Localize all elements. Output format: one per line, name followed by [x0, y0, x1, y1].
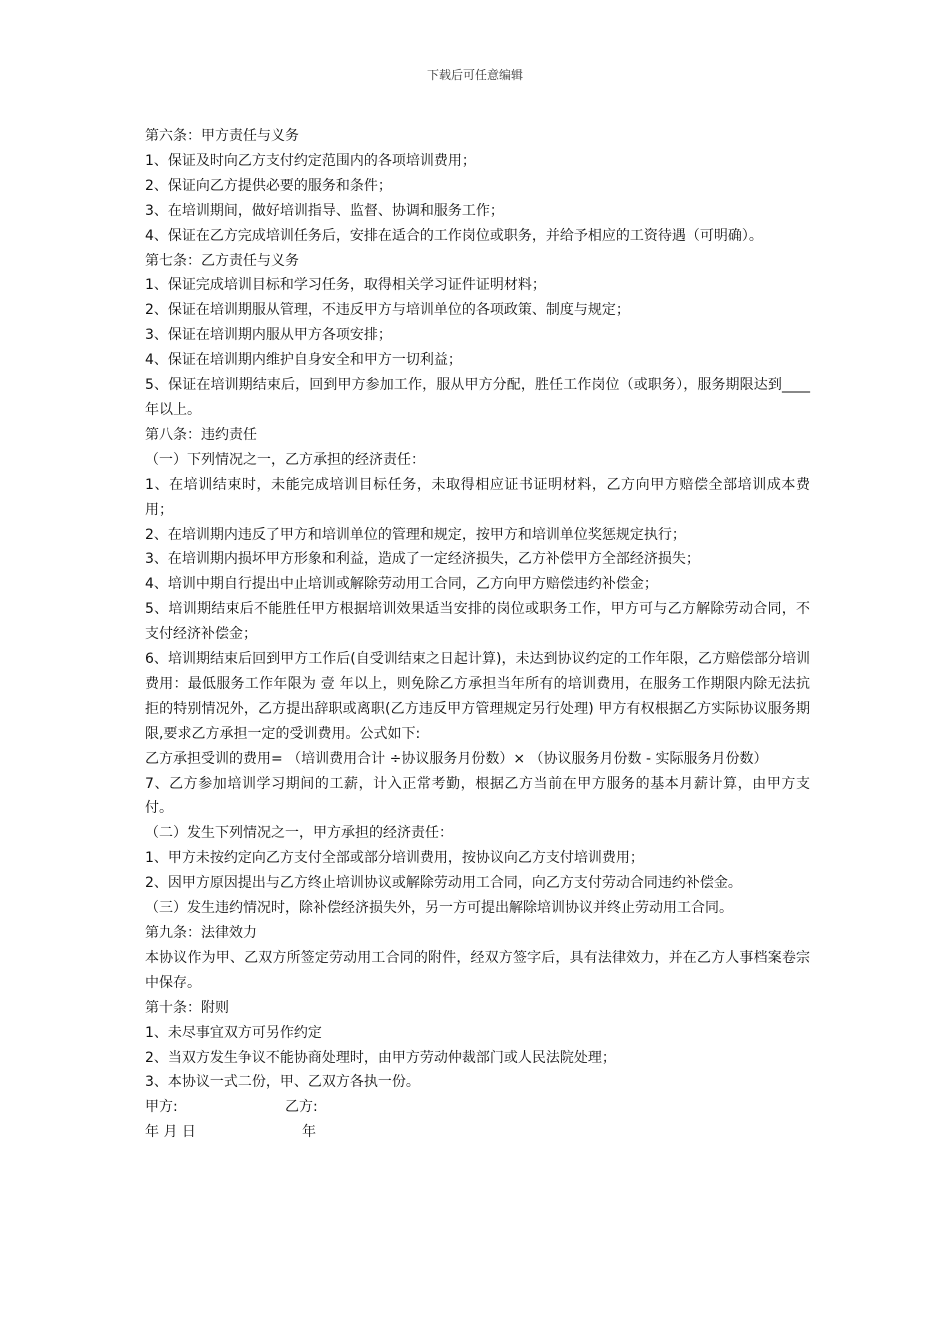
clause-paragraph: 6、培训期结束后回到甲方工作后(自受训结束之日起计算)，未达到协议约定的工作年限，乙方赔偿部分培训费用：最低服务工作年限为 壹 年以上，则免除乙方承担当年所有的培训费用，在服务工作期限内除无法抗拒的特别情况外，乙方提出辞职或离职(乙方违反甲方管理规定另行处理) 甲方有权根据乙方实际协议服务期限,要求乙方承担一定的受训费用。公式如下:: [145, 651, 810, 742]
clause-line: 2、保证向乙方提供必要的服务和条件；: [145, 177, 392, 194]
party-a-signature-label: 甲方:: [145, 1099, 178, 1116]
clause-line: 3、保证在培训期内服从甲方各项安排；: [145, 327, 392, 344]
clause-line: 4、培训中期自行提出中止培训或解除劳动用工合同，乙方向甲方赔偿违约补偿金；: [145, 576, 658, 593]
clause-paragraph: 5、培训期结束后不能胜任甲方根据培训效果适当安排的岗位或职务工作，甲方可与乙方解除劳动合同，不支付经济补偿金；: [145, 601, 810, 643]
clause-line: 3、本协议一式二份，甲、乙双方各执一份。: [145, 1074, 420, 1091]
party-a-date-label: 年 月 日: [145, 1124, 196, 1141]
clause-line: 3、在培训期内损坏甲方形象和利益，造成了一定经济损失，乙方补偿甲方全部经济损失；: [145, 551, 700, 568]
section-heading-7: 第七条：乙方责任与义务: [145, 252, 299, 269]
clause-line: 4、保证在培训期内维护自身安全和甲方一切利益；: [145, 352, 462, 369]
section-heading-8: 第八条：违约责任: [145, 426, 257, 443]
document-body: [145, 124, 810, 1145]
sub-heading: （三）发生违约情况时，除补偿经济损失外，另一方可提出解除培训协议并终止劳动用工合同。: [145, 900, 733, 917]
sub-heading: （一）下列情况之一，乙方承担的经济责任：: [145, 451, 425, 468]
clause-line: 1、保证及时向乙方支付约定范围内的各项培训费用；: [145, 152, 476, 169]
clause-paragraph: 1、在培训结束时，未能完成培训目标任务，未取得相应证书证明材料，乙方向甲方赔偿全部培训成本费用；: [145, 476, 810, 518]
section-heading-9: 第九条：法律效力: [145, 925, 257, 941]
clause-paragraph: 7、乙方参加培训学习期间的工薪，计入正常考勤，根据乙方当前在甲方服务的基本月薪计算，由甲方支付。: [145, 775, 810, 817]
clause-line: 2、当双方发生争议不能协商处理时，由甲方劳动仲裁部门或人民法院处理；: [145, 1049, 616, 1066]
date-row: [145, 1120, 810, 1145]
signature-row: [145, 1095, 810, 1120]
clause-line: 4、保证在乙方完成培训任务后，安排在适合的工作岗位或职务，并给予相应的工资待遇（可明确）。: [145, 227, 763, 244]
formula-line: 乙方承担受训的费用= （培训费用合计 ÷协议服务月份数）× （协议服务月份数 - 实际服务月份数）: [145, 750, 768, 767]
clause-paragraph: 5、保证在培训期结束后，回到甲方参加工作，服从甲方分配，胜任工作岗位（或职务），服务期限达到____ 年以上。: [145, 377, 810, 418]
clause-line: 2、在培训期内违反了甲方和培训单位的管理和规定，按甲方和培训单位奖惩规定执行；: [145, 526, 686, 543]
party-b-date-label: 年: [302, 1124, 316, 1141]
clause-line: 2、因甲方原因提出与乙方终止培训协议或解除劳动用工合同，向乙方支付劳动合同违约补偿金。: [145, 875, 742, 892]
section-heading-6: 第六条：甲方责任与义务: [145, 128, 299, 144]
clause-line: 3、在培训期间，做好培训指导、监督、协调和服务工作；: [145, 202, 504, 219]
party-b-signature-label: 乙方:: [285, 1099, 318, 1116]
clause-paragraph: 本协议作为甲、乙双方所签定劳动用工合同的附件，经双方签字后，具有法律效力，并在乙方人事档案卷宗中保存。: [145, 949, 810, 991]
section-heading-10: 第十条：附则: [145, 999, 229, 1016]
clause-line: 1、未尽事宜双方可另作约定: [145, 1024, 322, 1041]
clause-line: 1、甲方未按约定向乙方支付全部或部分培训费用，按协议向乙方支付培训费用；: [145, 850, 644, 867]
page-header: 下载后可任意编辑: [426, 68, 523, 82]
clause-line: 2、保证在培训期服从管理，不违反甲方与培训单位的各项政策、制度与规定；: [145, 302, 630, 319]
sub-heading: （二）发生下列情况之一，甲方承担的经济责任：: [145, 825, 453, 842]
clause-line: 1、保证完成培训目标和学习任务，取得相关学习证件证明材料；: [145, 277, 546, 294]
